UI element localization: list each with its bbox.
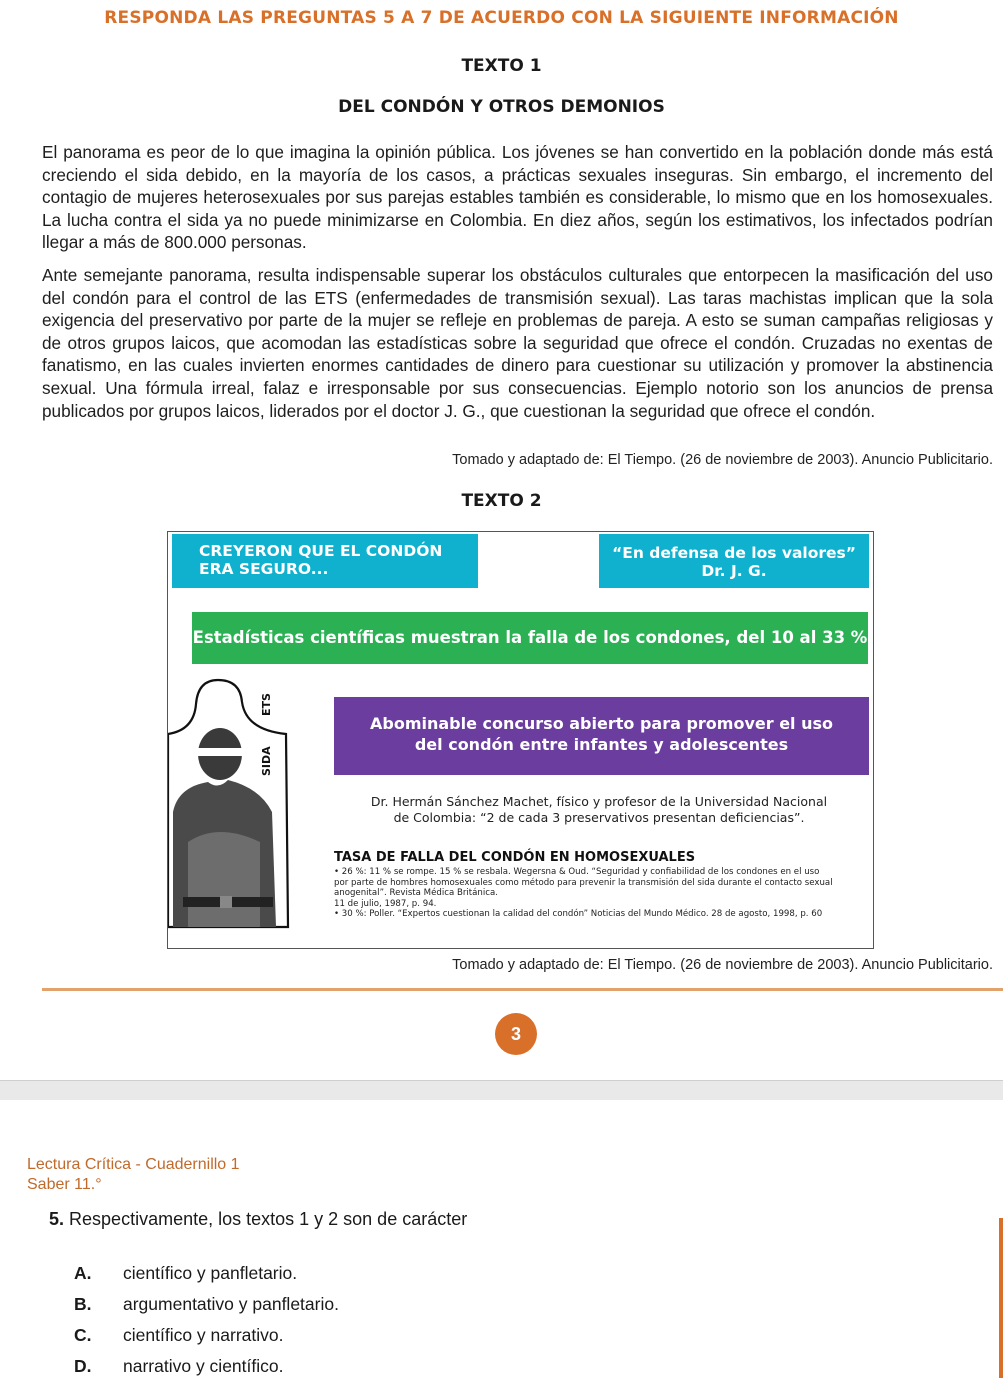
ad-contest-line-2: del condón entre infantes y adolescentes bbox=[414, 735, 789, 754]
option-b[interactable] bbox=[74, 1294, 339, 1315]
ad-reference-line: anogenital”. Revista Médica Británica. bbox=[334, 888, 498, 899]
option-a[interactable] bbox=[74, 1263, 297, 1284]
ad-failure-rate-title: TASA DE FALLA DEL CONDÓN EN HOMOSEXUALES bbox=[334, 850, 696, 865]
ad-headline-box bbox=[172, 534, 478, 588]
ad-statistics-banner: Estadísticas científicas muestran la falla de los condones, del 10 al 33 % bbox=[192, 612, 868, 664]
ad-expert-quote bbox=[334, 794, 864, 826]
booklet-info bbox=[27, 1155, 240, 1195]
ad-quote-line-1: Dr. Hermán Sánchez Machet, físico y profesor de la Universidad Nacional bbox=[370, 794, 828, 809]
ad-reference-line: • 30 %: Poller. “Expertos cuestionan la calidad del condón” Noticias del Mundo Médico. 28 de agosto, 1998, p. 60 bbox=[334, 909, 823, 920]
option-text: científico y panfletario. bbox=[123, 1263, 298, 1283]
page-two bbox=[0, 1100, 1003, 1378]
page-number-badge: 3 bbox=[495, 1013, 537, 1055]
option-text: argumentativo y panfletario. bbox=[123, 1294, 339, 1314]
option-text: narrativo y científico. bbox=[123, 1356, 284, 1376]
figure-label-ets: ETS bbox=[260, 693, 273, 716]
instruction-header: RESPONDA LAS PREGUNTAS 5 A 7 DE ACUERDO CON LA SIGUIENTE INFORMACIÓN bbox=[104, 8, 899, 28]
ad-headline-line-2: ERA SEGURO... bbox=[199, 560, 329, 578]
option-letter: A. bbox=[74, 1263, 92, 1283]
option-d[interactable] bbox=[74, 1356, 283, 1377]
option-letter: D. bbox=[74, 1356, 92, 1376]
apron-figure-illustration bbox=[168, 672, 318, 932]
texto2-label: TEXTO 2 bbox=[461, 491, 542, 511]
figure-label-sida: SIDA bbox=[260, 746, 273, 776]
ad-headline-line-1: CREYERON QUE EL CONDÓN bbox=[199, 542, 443, 560]
footer-divider bbox=[42, 988, 1003, 991]
question-number: 5. bbox=[49, 1209, 65, 1229]
ad-slogan-line-2: Dr. J. G. bbox=[701, 562, 767, 580]
option-text: científico y narrativo. bbox=[123, 1325, 284, 1345]
texto1-label: TEXTO 1 bbox=[461, 56, 542, 76]
texto1-source: Tomado y adaptado de: El Tiempo. (26 de noviembre de 2003). Anuncio Publicitario. bbox=[452, 452, 993, 468]
page-separator bbox=[0, 1080, 1003, 1100]
ad-reference-line: por parte de hombres homosexuales como método para prevenir la transmisión del sida durante el contacto sexual bbox=[334, 877, 833, 888]
ad-reference-line: 11 de julio, 1987, p. 94. bbox=[334, 898, 437, 909]
page-edge-accent bbox=[999, 1218, 1003, 1378]
booklet-title: Lectura Crítica - Cuadernillo 1 bbox=[27, 1156, 240, 1173]
ad-failure-rate-references bbox=[334, 867, 864, 920]
ad-quote-line-2: de Colombia: “2 de cada 3 preservativos presentan deficiencias”. bbox=[393, 810, 805, 825]
ad-contest-line-1: Abominable concurso abierto para promover el uso bbox=[370, 714, 833, 733]
texto2-source: Tomado y adaptado de: El Tiempo. (26 de noviembre de 2003). Anuncio Publicitario. bbox=[452, 957, 993, 973]
texto1-paragraph-2: Ante semejante panorama, resulta indispensable superar los obstáculos culturales que entorpecen la masificación del uso del condón para el control de las ETS (enfermedades de transmisión sexual). Las taras machistas implican que la sola exigencia del preservativo por parte de la mujer se refleje en problemas de pareja. A esto se suman campañas religiosas y de otros grupos laicos, que acomodan las estadísticas sobre la seguridad que ofrece el condón. Cruzadas no exentas de fanatismo, en las cuales invierten enormes cantidades de dinero para cuestionar su utilización y promover la abstinencia sexual. Una fórmula irreal, falaz e irresponsable por sus consecuencias. Ejemplo notorio son los anuncios de prensa publicados por grupos laicos, liderados por el doctor J. G., que cuestionan la seguridad que ofrece el condón. bbox=[42, 265, 993, 421]
question-text: Respectivamente, los textos 1 y 2 son de carácter bbox=[69, 1209, 468, 1229]
texto1-title: DEL CONDÓN Y OTROS DEMONIOS bbox=[338, 97, 665, 117]
ad-contest-banner bbox=[334, 697, 869, 775]
ad-reference-line: • 26 %: 11 % se rompe. 15 % se resbala. Wegersna & Oud. “Seguridad y confiabilidad de los condones en el uso bbox=[334, 867, 820, 877]
option-c[interactable] bbox=[74, 1325, 283, 1346]
option-letter: B. bbox=[74, 1294, 92, 1314]
advertisement bbox=[167, 531, 874, 949]
ad-slogan-box bbox=[599, 534, 869, 588]
question-5 bbox=[49, 1209, 467, 1230]
booklet-subtitle: Saber 11.° bbox=[27, 1176, 102, 1193]
ad-slogan-line-1: “En defensa de los valores” bbox=[612, 544, 856, 562]
texto1-paragraph-1: El panorama es peor de lo que imagina la opinión pública. Los jóvenes se han convertido en la población donde más está creciendo el sida debido, en la mayoría de los casos, a prácticas sexuales inseguras. Sin embargo, el incremento del contagio de mujeres heterosexuales por sus parejas estables también es considerable, lo mismo que en los homosexuales. La lucha contra el sida ya no puede minimizarse en Colombia. En diez años, según los estimativos, los infectados podrían llegar a más de 800.000 personas. bbox=[42, 142, 993, 253]
option-letter: C. bbox=[74, 1325, 92, 1345]
